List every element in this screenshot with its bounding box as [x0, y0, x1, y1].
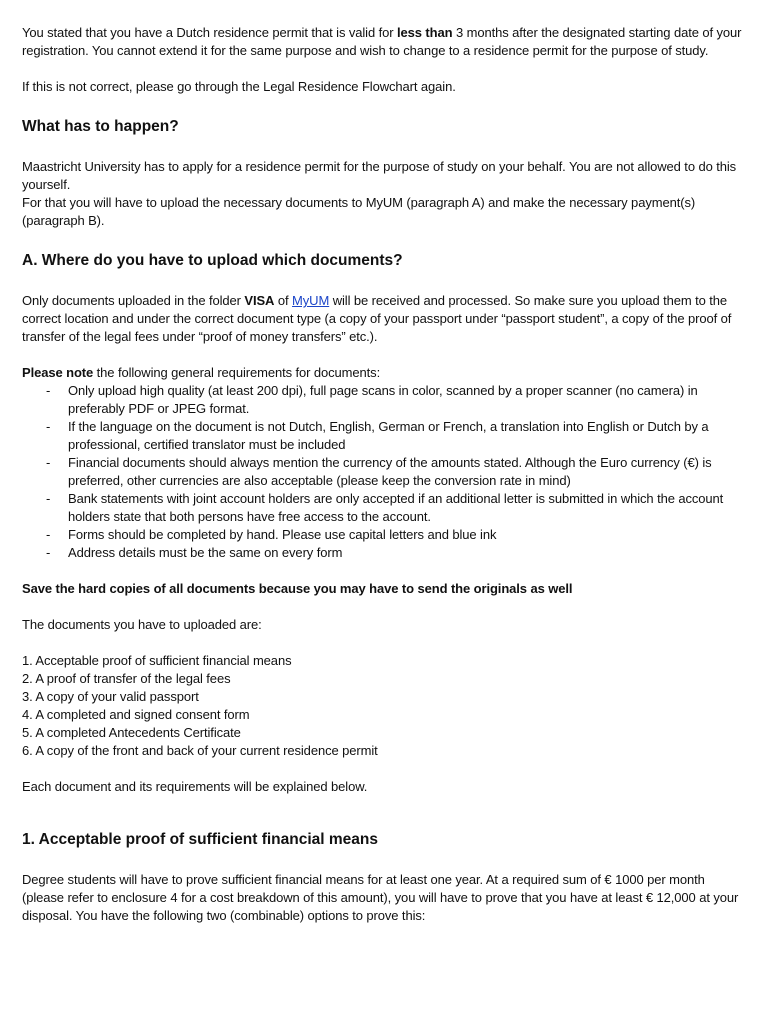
list-item: - Only upload high quality (at least 200 dpi), full page scans in color, scanned by a proper scanner (no camera) in preferably PDF or JPEG format.	[22, 382, 748, 418]
visa-folder-label: VISA	[244, 293, 275, 308]
less-than-emphasis: less than	[397, 25, 453, 40]
list-item: 5. A completed Antecedents Certificate	[22, 725, 241, 740]
list-item: - Forms should be completed by hand. Please use capital letters and blue ink	[22, 526, 748, 544]
requirements-list	[22, 382, 748, 562]
happen-paragraph-1: Maastricht University has to apply for a residence permit for the purpose of study on your behalf. You are not allowed to do this yourself.	[22, 159, 737, 192]
requirements-intro: Please note the following general requirements for documents:	[22, 365, 381, 380]
documents-intro: The documents you have to uploaded are:	[22, 617, 262, 632]
documents-list	[22, 652, 748, 760]
list-item: 2. A proof of transfer of the legal fees	[22, 671, 231, 686]
list-item: - Bank statements with joint account holders are only accepted if an additional letter is submitted in which the account holders state that both persons have free access to the account.	[22, 490, 748, 526]
upload-location-paragraph: Only documents uploaded in the folder VISA of MyUM will be received and processed. So make sure you upload them to the correct location and under the correct document type (a copy of your passport under “passport student”, a copy of the proof of transfer of the legal fees under “proof of money transfers” etc.).	[22, 293, 732, 344]
list-item: 3. A copy of your valid passport	[22, 689, 199, 704]
list-item: 4. A completed and signed consent form	[22, 707, 250, 722]
myum-link[interactable]: MyUM	[292, 293, 330, 308]
what-has-to-happen-heading: What has to happen?	[22, 118, 179, 135]
save-hard-copies-note: Save the hard copies of all documents because you may have to send the originals as well	[22, 581, 573, 596]
section-1-heading: 1. Acceptable proof of sufficient financial means	[22, 831, 379, 848]
happen-paragraph-2: For that you will have to upload the necessary documents to MyUM (paragraph A) and make the necessary payment(s) (paragraph B).	[22, 195, 696, 228]
financial-means-paragraph: Degree students will have to prove sufficient financial means for at least one year. At a required sum of € 1000 per month (please refer to enclosure 4 for a cost breakdown of this amount), you will have to prove that you have at least € 12,000 at your disposal. You have the following two (combinable) options to prove this:	[22, 872, 739, 923]
intro-paragraph: You stated that you have a Dutch residence permit that is valid for less than 3 months after the designated starting date of your registration. You cannot extend it for the same purpose and wish to change to a residence permit for the purpose of study.	[22, 25, 742, 58]
list-item: - If the language on the document is not Dutch, English, German or French, a translation into English or Dutch by a professional, certified translator must be included	[22, 418, 748, 454]
list-item: 1. Acceptable proof of sufficient financial means	[22, 653, 292, 668]
list-item: - Address details must be the same on every form	[22, 544, 748, 562]
list-item: 6. A copy of the front and back of your current residence permit	[22, 743, 378, 758]
section-a-heading: A. Where do you have to upload which documents?	[22, 252, 403, 269]
list-item: - Financial documents should always mention the currency of the amounts stated. Although the Euro currency (€) is preferred, other currencies are also acceptable (please keep the conversion rate in mind)	[22, 454, 748, 490]
flowchart-note: If this is not correct, please go through the Legal Residence Flowchart again.	[22, 79, 456, 94]
documents-outro: Each document and its requirements will be explained below.	[22, 779, 368, 794]
